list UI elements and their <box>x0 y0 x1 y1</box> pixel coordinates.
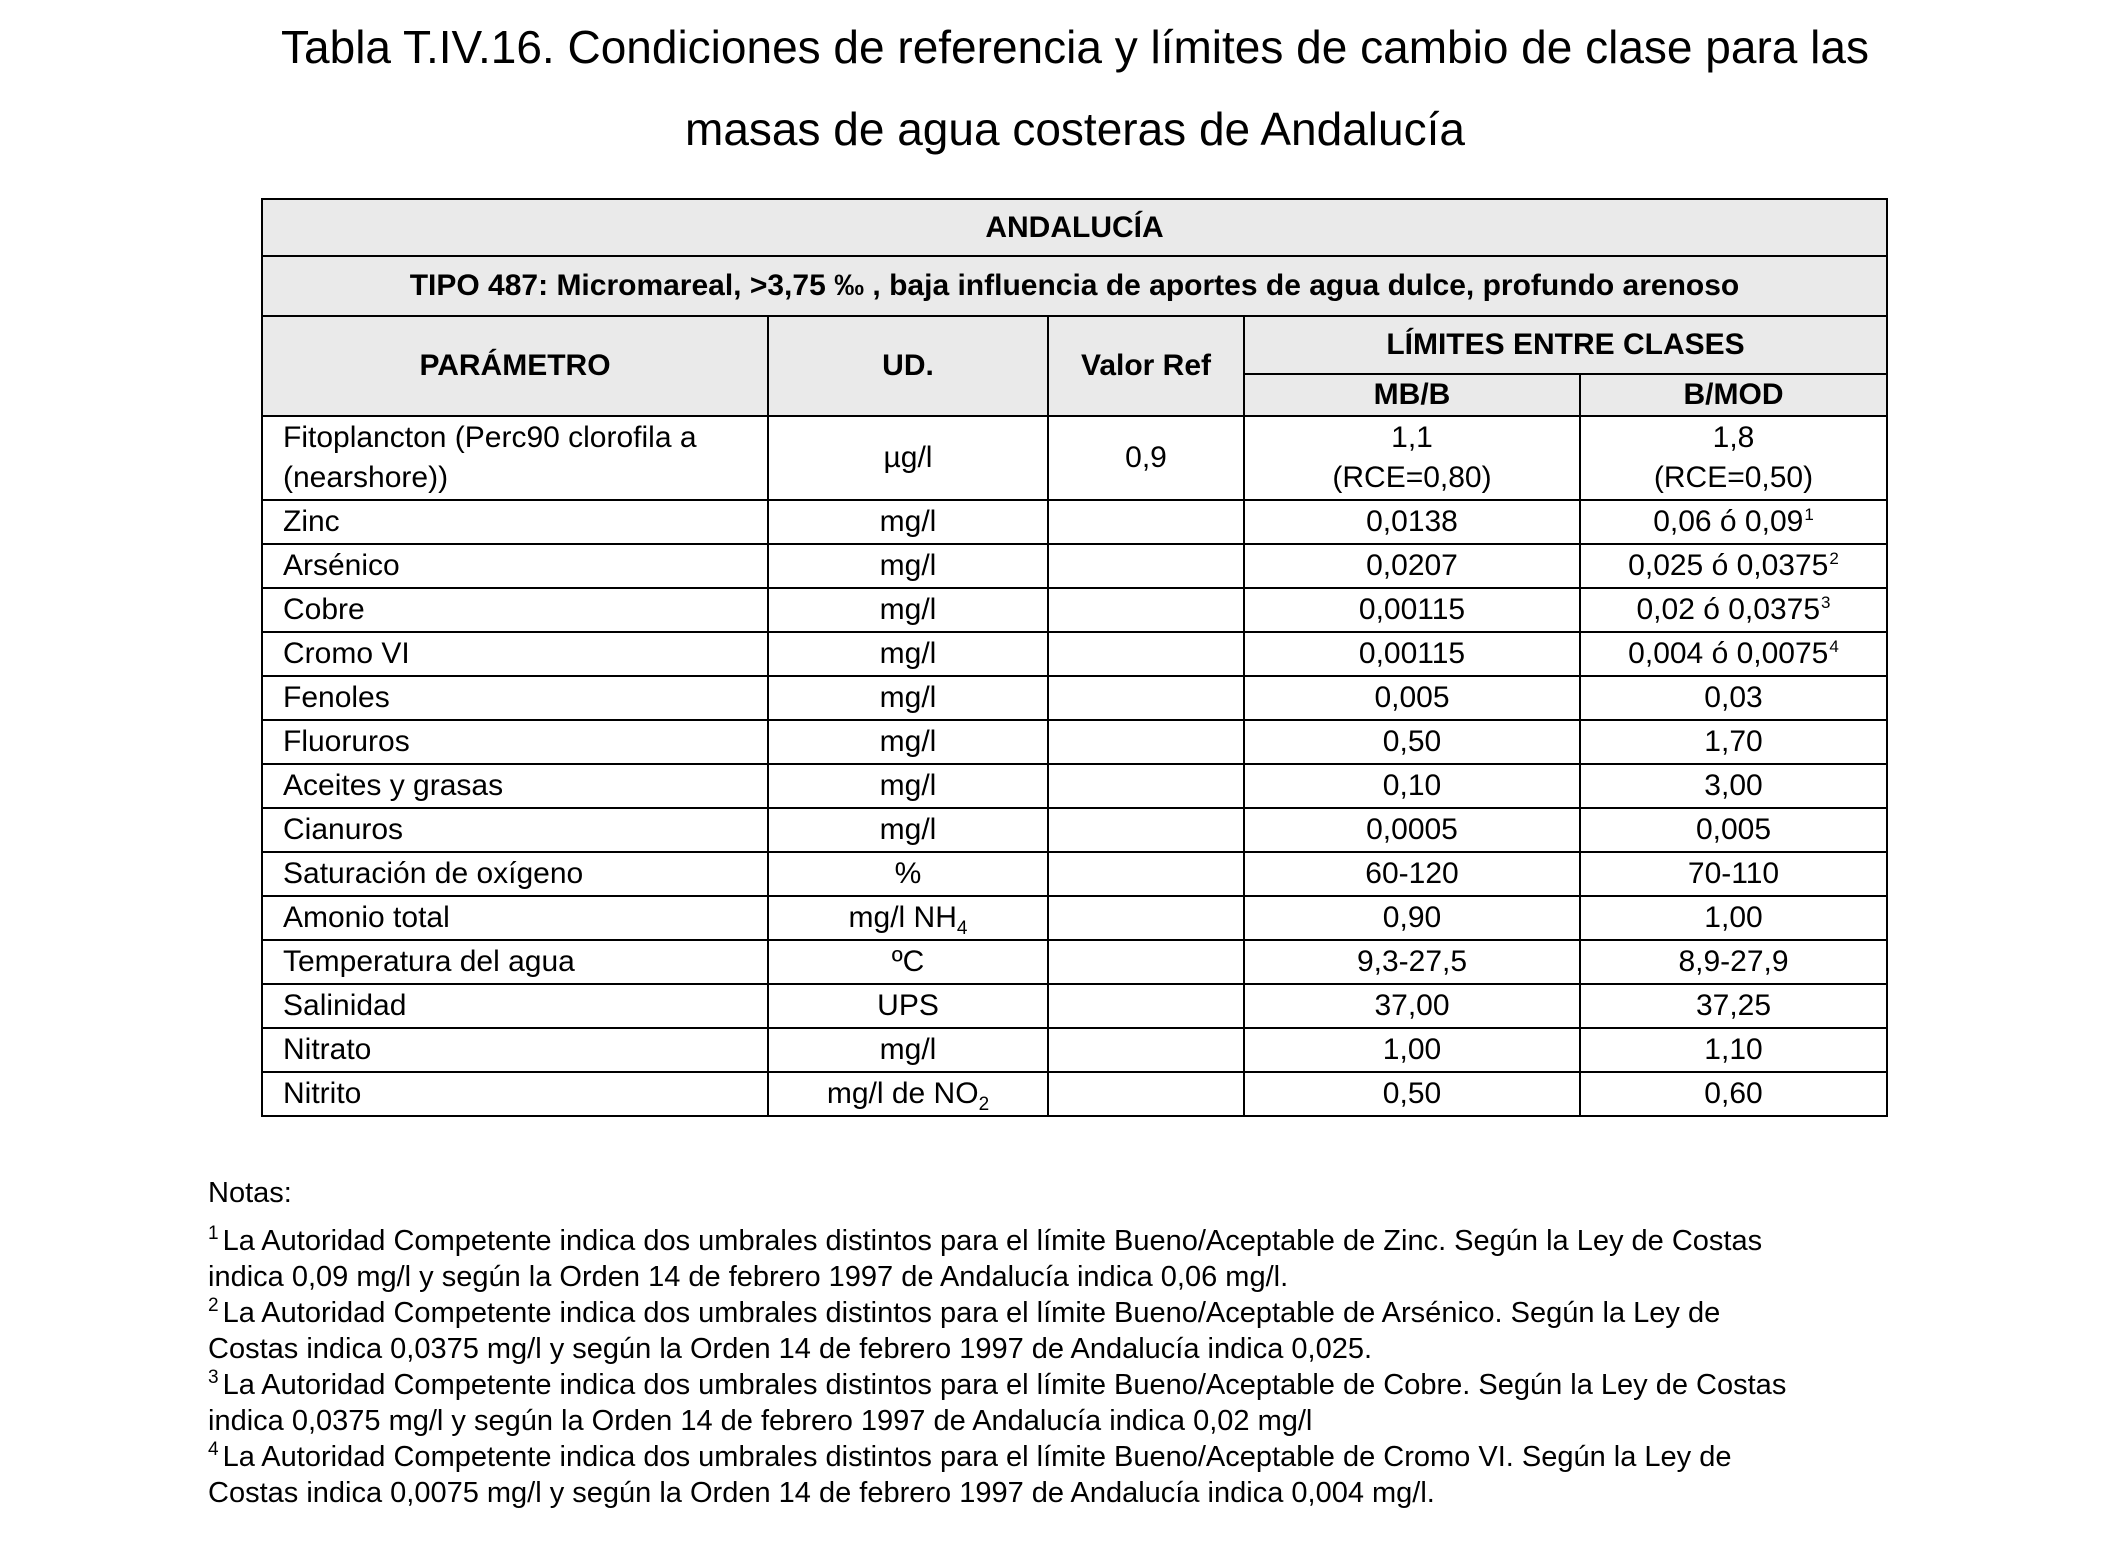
mbb-value: 0,00115 <box>1358 637 1466 670</box>
cell-bmod <box>1580 808 1887 852</box>
unit-text: % <box>894 857 922 890</box>
unit-text: mg/l <box>879 769 937 802</box>
footnote <box>208 1295 1948 1367</box>
bmod-value: 8,9-27,9 <box>1678 945 1789 978</box>
footnote-marker: 2 <box>1829 549 1839 568</box>
cell-parametro: Cianuros <box>262 808 768 852</box>
footnote-text-line-2: indica 0,09 mg/l y según la Orden 14 de febrero 1997 de Andalucía indica 0,06 mg/l. <box>208 1261 1289 1293</box>
column-header-valor-ref: Valor Ref <box>1048 316 1244 416</box>
cell-valor-ref <box>1048 940 1244 984</box>
table-row <box>262 896 1887 940</box>
bmod-rce-note: (RCE=0,50) <box>1653 461 1814 494</box>
mbb-value: 60-120 <box>1365 857 1459 890</box>
cell-valor-ref <box>1048 984 1244 1028</box>
cell-ud <box>768 500 1048 544</box>
cell-ud <box>768 676 1048 720</box>
unit-text: mg/l <box>879 593 937 626</box>
cell-bmod <box>1580 764 1887 808</box>
table-row <box>262 984 1887 1028</box>
cell-ud <box>768 544 1048 588</box>
mbb-value: 0,90 <box>1382 901 1442 934</box>
cell-mbb <box>1244 632 1580 676</box>
mbb-value: 0,0207 <box>1366 549 1458 582</box>
cell-valor-ref <box>1048 720 1244 764</box>
cell-ud <box>768 852 1048 896</box>
mbb-value: 1,1 <box>1391 421 1433 454</box>
mbb-value: 0,50 <box>1382 725 1442 758</box>
mbb-value: 9,3-27,5 <box>1356 945 1468 978</box>
footnote-number: 3 <box>208 1367 219 1389</box>
footnote-text-line-1: La Autoridad Competente indica dos umbrales distintos para el límite Bueno/Aceptable de Arsénico. Según la Ley de <box>222 1297 1721 1329</box>
table-row <box>262 500 1887 544</box>
cell-parametro: Amonio total <box>262 896 768 940</box>
cell-ud <box>768 896 1048 940</box>
table-row <box>262 940 1887 984</box>
cell-ud <box>768 720 1048 764</box>
cell-mbb <box>1244 808 1580 852</box>
unit-text: ºC <box>891 945 925 978</box>
unit-text: mg/l de NO <box>826 1077 979 1110</box>
cell-bmod <box>1580 416 1887 500</box>
cell-valor-ref <box>1048 852 1244 896</box>
cell-ud <box>768 632 1048 676</box>
cell-parametro: Temperatura del agua <box>262 940 768 984</box>
type-description-header: TIPO 487: Micromareal, >3,75 ‰ , baja influencia de aportes de agua dulce, profundo arenoso <box>262 256 1887 316</box>
cell-mbb <box>1244 984 1580 1028</box>
reference-conditions-table <box>261 198 1888 1117</box>
bmod-value: 70-110 <box>1687 857 1780 890</box>
cell-valor-ref: 0,9 <box>1048 416 1244 500</box>
cell-parametro: Nitrito <box>262 1072 768 1116</box>
table-row <box>262 588 1887 632</box>
footnote-text-line-2: Costas indica 0,0075 mg/l y según la Orden 14 de febrero 1997 de Andalucía indica 0,004 mg/l. <box>208 1477 1435 1509</box>
cell-mbb <box>1244 544 1580 588</box>
footnote-marker: 4 <box>1829 637 1839 656</box>
cell-valor-ref <box>1048 1072 1244 1116</box>
cell-mbb <box>1244 720 1580 764</box>
cell-mbb <box>1244 764 1580 808</box>
table-row <box>262 632 1887 676</box>
column-header-bmod: B/MOD <box>1580 374 1887 416</box>
cell-mbb <box>1244 416 1580 500</box>
mbb-value: 37,00 <box>1374 989 1450 1022</box>
cell-ud <box>768 984 1048 1028</box>
cell-ud <box>768 1072 1048 1116</box>
cell-bmod <box>1580 676 1887 720</box>
cell-valor-ref <box>1048 808 1244 852</box>
notes-list <box>208 1223 1948 1511</box>
table-row <box>262 720 1887 764</box>
cell-ud <box>768 940 1048 984</box>
region-header: ANDALUCÍA <box>262 199 1887 256</box>
bmod-value: 37,25 <box>1695 989 1772 1022</box>
footnote <box>208 1223 1948 1295</box>
table-row <box>262 1028 1887 1072</box>
cell-bmod <box>1580 588 1887 632</box>
table-body <box>262 416 1887 1116</box>
unit-text: mg/l <box>879 637 937 670</box>
cell-mbb <box>1244 1072 1580 1116</box>
table-row <box>262 852 1887 896</box>
column-header-limites: LÍMITES ENTRE CLASES <box>1244 316 1887 374</box>
cell-bmod <box>1580 500 1887 544</box>
footnote-marker: 3 <box>1821 593 1831 612</box>
column-header-parametro: PARÁMETRO <box>262 316 768 416</box>
unit-text: mg/l <box>879 1033 937 1066</box>
bmod-value: 1,10 <box>1704 1033 1763 1066</box>
cell-valor-ref <box>1048 632 1244 676</box>
mbb-value: 0,10 <box>1382 769 1442 802</box>
cell-valor-ref <box>1048 544 1244 588</box>
table-row <box>262 1072 1887 1116</box>
cell-ud <box>768 764 1048 808</box>
cell-bmod <box>1580 1072 1887 1116</box>
bmod-value: 0,005 <box>1695 813 1772 846</box>
table-row <box>262 764 1887 808</box>
cell-bmod <box>1580 896 1887 940</box>
mbb-value: 0,00115 <box>1358 593 1466 626</box>
cell-mbb <box>1244 500 1580 544</box>
mbb-value: 0,50 <box>1382 1077 1442 1110</box>
cell-parametro: Cromo VI <box>262 632 768 676</box>
cell-mbb <box>1244 1028 1580 1072</box>
cell-mbb <box>1244 852 1580 896</box>
cell-bmod <box>1580 544 1887 588</box>
cell-parametro: Nitrato <box>262 1028 768 1072</box>
cell-mbb <box>1244 676 1580 720</box>
cell-parametro: Salinidad <box>262 984 768 1028</box>
title-line-2: masas de agua costeras de Andalucía <box>685 103 1465 155</box>
cell-parametro: Arsénico <box>262 544 768 588</box>
cell-parametro: Fenoles <box>262 676 768 720</box>
footnote-text-line-1: La Autoridad Competente indica dos umbrales distintos para el límite Bueno/Aceptable de Zinc. Según la Ley de Costas <box>222 1225 1763 1257</box>
cell-parametro: Saturación de oxígeno <box>262 852 768 896</box>
bmod-value: 3,00 <box>1704 769 1763 802</box>
cell-valor-ref <box>1048 588 1244 632</box>
table-row <box>262 544 1887 588</box>
cell-ud <box>768 1028 1048 1072</box>
title-line-1: Tabla T.IV.16. Condiciones de referencia y límites de cambio de clase para las <box>281 21 1869 73</box>
cell-parametro: Fitoplancton (Perc90 clorofila a (nearshore)) <box>262 416 768 500</box>
unit-text: mg/l <box>879 549 937 582</box>
bmod-value: 0,60 <box>1704 1077 1763 1110</box>
cell-bmod <box>1580 984 1887 1028</box>
unit-subscript: 2 <box>978 1094 990 1115</box>
footnote <box>208 1439 1948 1511</box>
cell-bmod <box>1580 720 1887 764</box>
cell-ud <box>768 588 1048 632</box>
unit-subscript: 4 <box>956 918 968 939</box>
cell-valor-ref <box>1048 500 1244 544</box>
footnote-text-line-1: La Autoridad Competente indica dos umbrales distintos para el límite Bueno/Aceptable de Cobre. Según la Ley de Costas <box>222 1369 1787 1401</box>
footnote-number: 2 <box>208 1295 219 1317</box>
bmod-value: 1,00 <box>1704 901 1763 934</box>
cell-ud <box>768 416 1048 500</box>
cell-valor-ref <box>1048 764 1244 808</box>
footnote-text-line-2: Costas indica 0,0375 mg/l y según la Orden 14 de febrero 1997 de Andalucía indica 0,025. <box>208 1333 1373 1365</box>
table-row <box>262 808 1887 852</box>
cell-bmod <box>1580 852 1887 896</box>
unit-text: UPS <box>877 989 939 1022</box>
table-row <box>262 416 1887 500</box>
footnote-marker: 1 <box>1804 505 1814 524</box>
mbb-value: 0,005 <box>1374 681 1450 714</box>
cell-parametro: Fluoruros <box>262 720 768 764</box>
bmod-value: 0,06 ó 0,09 <box>1653 505 1804 538</box>
footnote-text-line-1: La Autoridad Competente indica dos umbrales distintos para el límite Bueno/Aceptable de Cromo VI. Según la Ley de <box>222 1441 1732 1473</box>
cell-bmod <box>1580 1028 1887 1072</box>
table-row <box>262 676 1887 720</box>
cell-parametro: Zinc <box>262 500 768 544</box>
bmod-value: 0,004 ó 0,0075 <box>1628 637 1829 670</box>
cell-ud <box>768 808 1048 852</box>
notes-heading: Notas: <box>208 1177 292 1209</box>
unit-text: mg/l <box>879 681 937 714</box>
notes-section <box>208 1175 1948 1511</box>
bmod-value: 0,02 ó 0,0375 <box>1636 593 1821 626</box>
unit-text: mg/l <box>879 813 937 846</box>
cell-parametro: Aceites y grasas <box>262 764 768 808</box>
bmod-value: 0,025 ó 0,0375 <box>1628 549 1829 582</box>
cell-parametro: Cobre <box>262 588 768 632</box>
footnote <box>208 1367 1948 1439</box>
mbb-value: 1,00 <box>1382 1033 1442 1066</box>
column-header-ud: UD. <box>768 316 1048 416</box>
bmod-value: 1,8 <box>1712 421 1755 454</box>
cell-bmod <box>1580 940 1887 984</box>
unit-text: mg/l <box>879 725 937 758</box>
cell-mbb <box>1244 940 1580 984</box>
bmod-value: 0,03 <box>1704 681 1763 714</box>
mbb-value: 0,0138 <box>1366 505 1458 538</box>
cell-valor-ref <box>1048 676 1244 720</box>
document-title <box>200 6 1950 170</box>
cell-valor-ref <box>1048 1028 1244 1072</box>
unit-text: µg/l <box>883 441 933 474</box>
cell-mbb <box>1244 896 1580 940</box>
footnote-number: 4 <box>208 1439 219 1461</box>
footnote-number: 1 <box>208 1223 219 1245</box>
unit-text: mg/l <box>879 505 937 538</box>
cell-mbb <box>1244 588 1580 632</box>
footnote-text-line-2: indica 0,0375 mg/l y según la Orden 14 de febrero 1997 de Andalucía indica 0,02 mg/l <box>208 1405 1313 1437</box>
cell-valor-ref <box>1048 896 1244 940</box>
mbb-rce-note: (RCE=0,80) <box>1332 461 1492 494</box>
bmod-value: 1,70 <box>1704 725 1763 758</box>
column-header-mbb: MB/B <box>1244 374 1580 416</box>
cell-bmod <box>1580 632 1887 676</box>
unit-text: mg/l NH <box>848 901 957 934</box>
mbb-value: 0,0005 <box>1366 813 1458 846</box>
